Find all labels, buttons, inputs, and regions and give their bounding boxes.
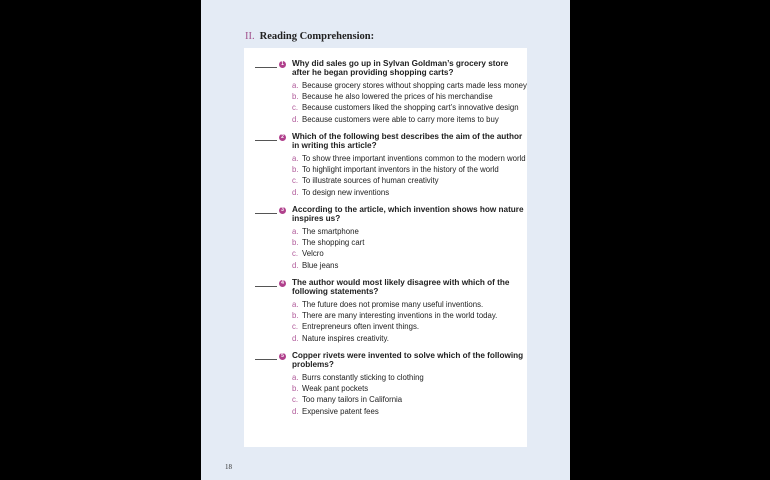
answer-blank[interactable] (255, 67, 277, 68)
option-text: Nature inspires creativity. (302, 333, 389, 343)
answer-blank[interactable] (255, 140, 277, 141)
option-letter: c. (292, 249, 299, 259)
option-text: There are many interesting inventions in the world today. (302, 311, 498, 321)
question-number-badge: 1 (279, 61, 286, 68)
option-a[interactable] (292, 226, 527, 237)
answer-blank[interactable] (255, 213, 277, 214)
option-text: The shopping cart (302, 238, 365, 248)
option-letter: d. (292, 114, 299, 124)
option-c[interactable] (292, 394, 527, 405)
option-letter: b. (292, 92, 299, 102)
option-letter: c. (292, 103, 299, 113)
option-text: Because he also lowered the prices of his merchandise (302, 92, 493, 102)
option-text: Weak pant pockets (302, 384, 369, 394)
option-c[interactable] (292, 321, 527, 332)
option-letter: b. (292, 165, 299, 175)
option-c[interactable] (292, 175, 527, 186)
option-letter: a. (292, 227, 299, 236)
option-b[interactable] (292, 310, 527, 321)
workbook-page (201, 0, 570, 480)
option-d[interactable] (292, 333, 527, 344)
option-letter: b. (292, 311, 299, 321)
question-number-badge: 3 (279, 207, 286, 214)
question-number-badge: 5 (279, 353, 286, 360)
option-a[interactable] (292, 372, 527, 383)
option-letter: a. (292, 81, 299, 90)
options-list (292, 153, 527, 198)
section-title: Reading Comprehension: (259, 31, 375, 42)
section-heading (245, 31, 374, 42)
option-letter: c. (292, 176, 299, 186)
option-c[interactable] (292, 102, 527, 113)
option-text: To design new inventions (302, 187, 390, 197)
option-letter: c. (292, 322, 299, 332)
option-text: Because grocery stores without shopping carts made less money (302, 81, 527, 90)
option-text: To illustrate sources of human creativity (302, 176, 439, 186)
answer-blank[interactable] (255, 359, 277, 360)
option-text: To highlight important inventors in the history of the world (302, 165, 499, 175)
option-b[interactable] (292, 164, 527, 175)
option-letter: b. (292, 238, 299, 248)
option-d[interactable] (292, 260, 527, 271)
question-text: Why did sales go up in Sylvan Goldman’s grocery store after he began providing shopping carts? (292, 59, 509, 77)
option-text: To show three important inventions common to the modern world (302, 154, 526, 163)
option-letter: c. (292, 395, 299, 405)
option-a[interactable] (292, 80, 527, 91)
option-letter: d. (292, 406, 299, 416)
option-text: Blue jeans (302, 260, 339, 270)
option-c[interactable] (292, 248, 527, 259)
option-b[interactable] (292, 237, 527, 248)
page-number: 18 (225, 463, 232, 471)
options-list (292, 226, 527, 271)
option-text: Velcro (302, 249, 324, 259)
option-text: Because customers were able to carry more items to buy (302, 114, 499, 124)
options-list (292, 299, 527, 344)
option-letter: a. (292, 373, 299, 382)
option-text: Expensive patent fees (302, 406, 379, 416)
questions-card (244, 48, 527, 447)
options-list (292, 80, 527, 125)
option-b[interactable] (292, 91, 527, 102)
question-number-badge: 4 (279, 280, 286, 287)
option-a[interactable] (292, 299, 527, 310)
option-a[interactable] (292, 153, 527, 164)
option-letter: d. (292, 333, 299, 343)
option-text: The smartphone (302, 227, 359, 236)
option-text: Burrs constantly sticking to clothing (302, 373, 424, 382)
section-number: II. (245, 31, 255, 42)
option-d[interactable] (292, 187, 527, 198)
question-text: Copper rivets were invented to solve which of the following problems? (292, 351, 524, 369)
question-text: According to the article, which invention shows how nature inspires us? (292, 205, 524, 223)
option-letter: a. (292, 154, 299, 163)
option-letter: b. (292, 384, 299, 394)
question-text: Which of the following best describes the aim of the author in writing this article? (292, 132, 523, 150)
option-text: Too many tailors in California (302, 395, 403, 405)
answer-blank[interactable] (255, 286, 277, 287)
options-list (292, 372, 527, 417)
option-letter: a. (292, 300, 299, 309)
option-d[interactable] (292, 114, 527, 125)
option-letter: d. (292, 187, 299, 197)
option-text: Because customers liked the shopping cart’s innovative design (302, 103, 519, 113)
option-text: Entrepreneurs often invent things. (302, 322, 420, 332)
option-d[interactable] (292, 406, 527, 417)
question-number-badge: 2 (279, 134, 286, 141)
option-letter: d. (292, 260, 299, 270)
option-b[interactable] (292, 383, 527, 394)
question-text: The author would most likely disagree with which of the following statements? (292, 278, 510, 296)
option-text: The future does not promise many useful inventions. (302, 300, 484, 309)
